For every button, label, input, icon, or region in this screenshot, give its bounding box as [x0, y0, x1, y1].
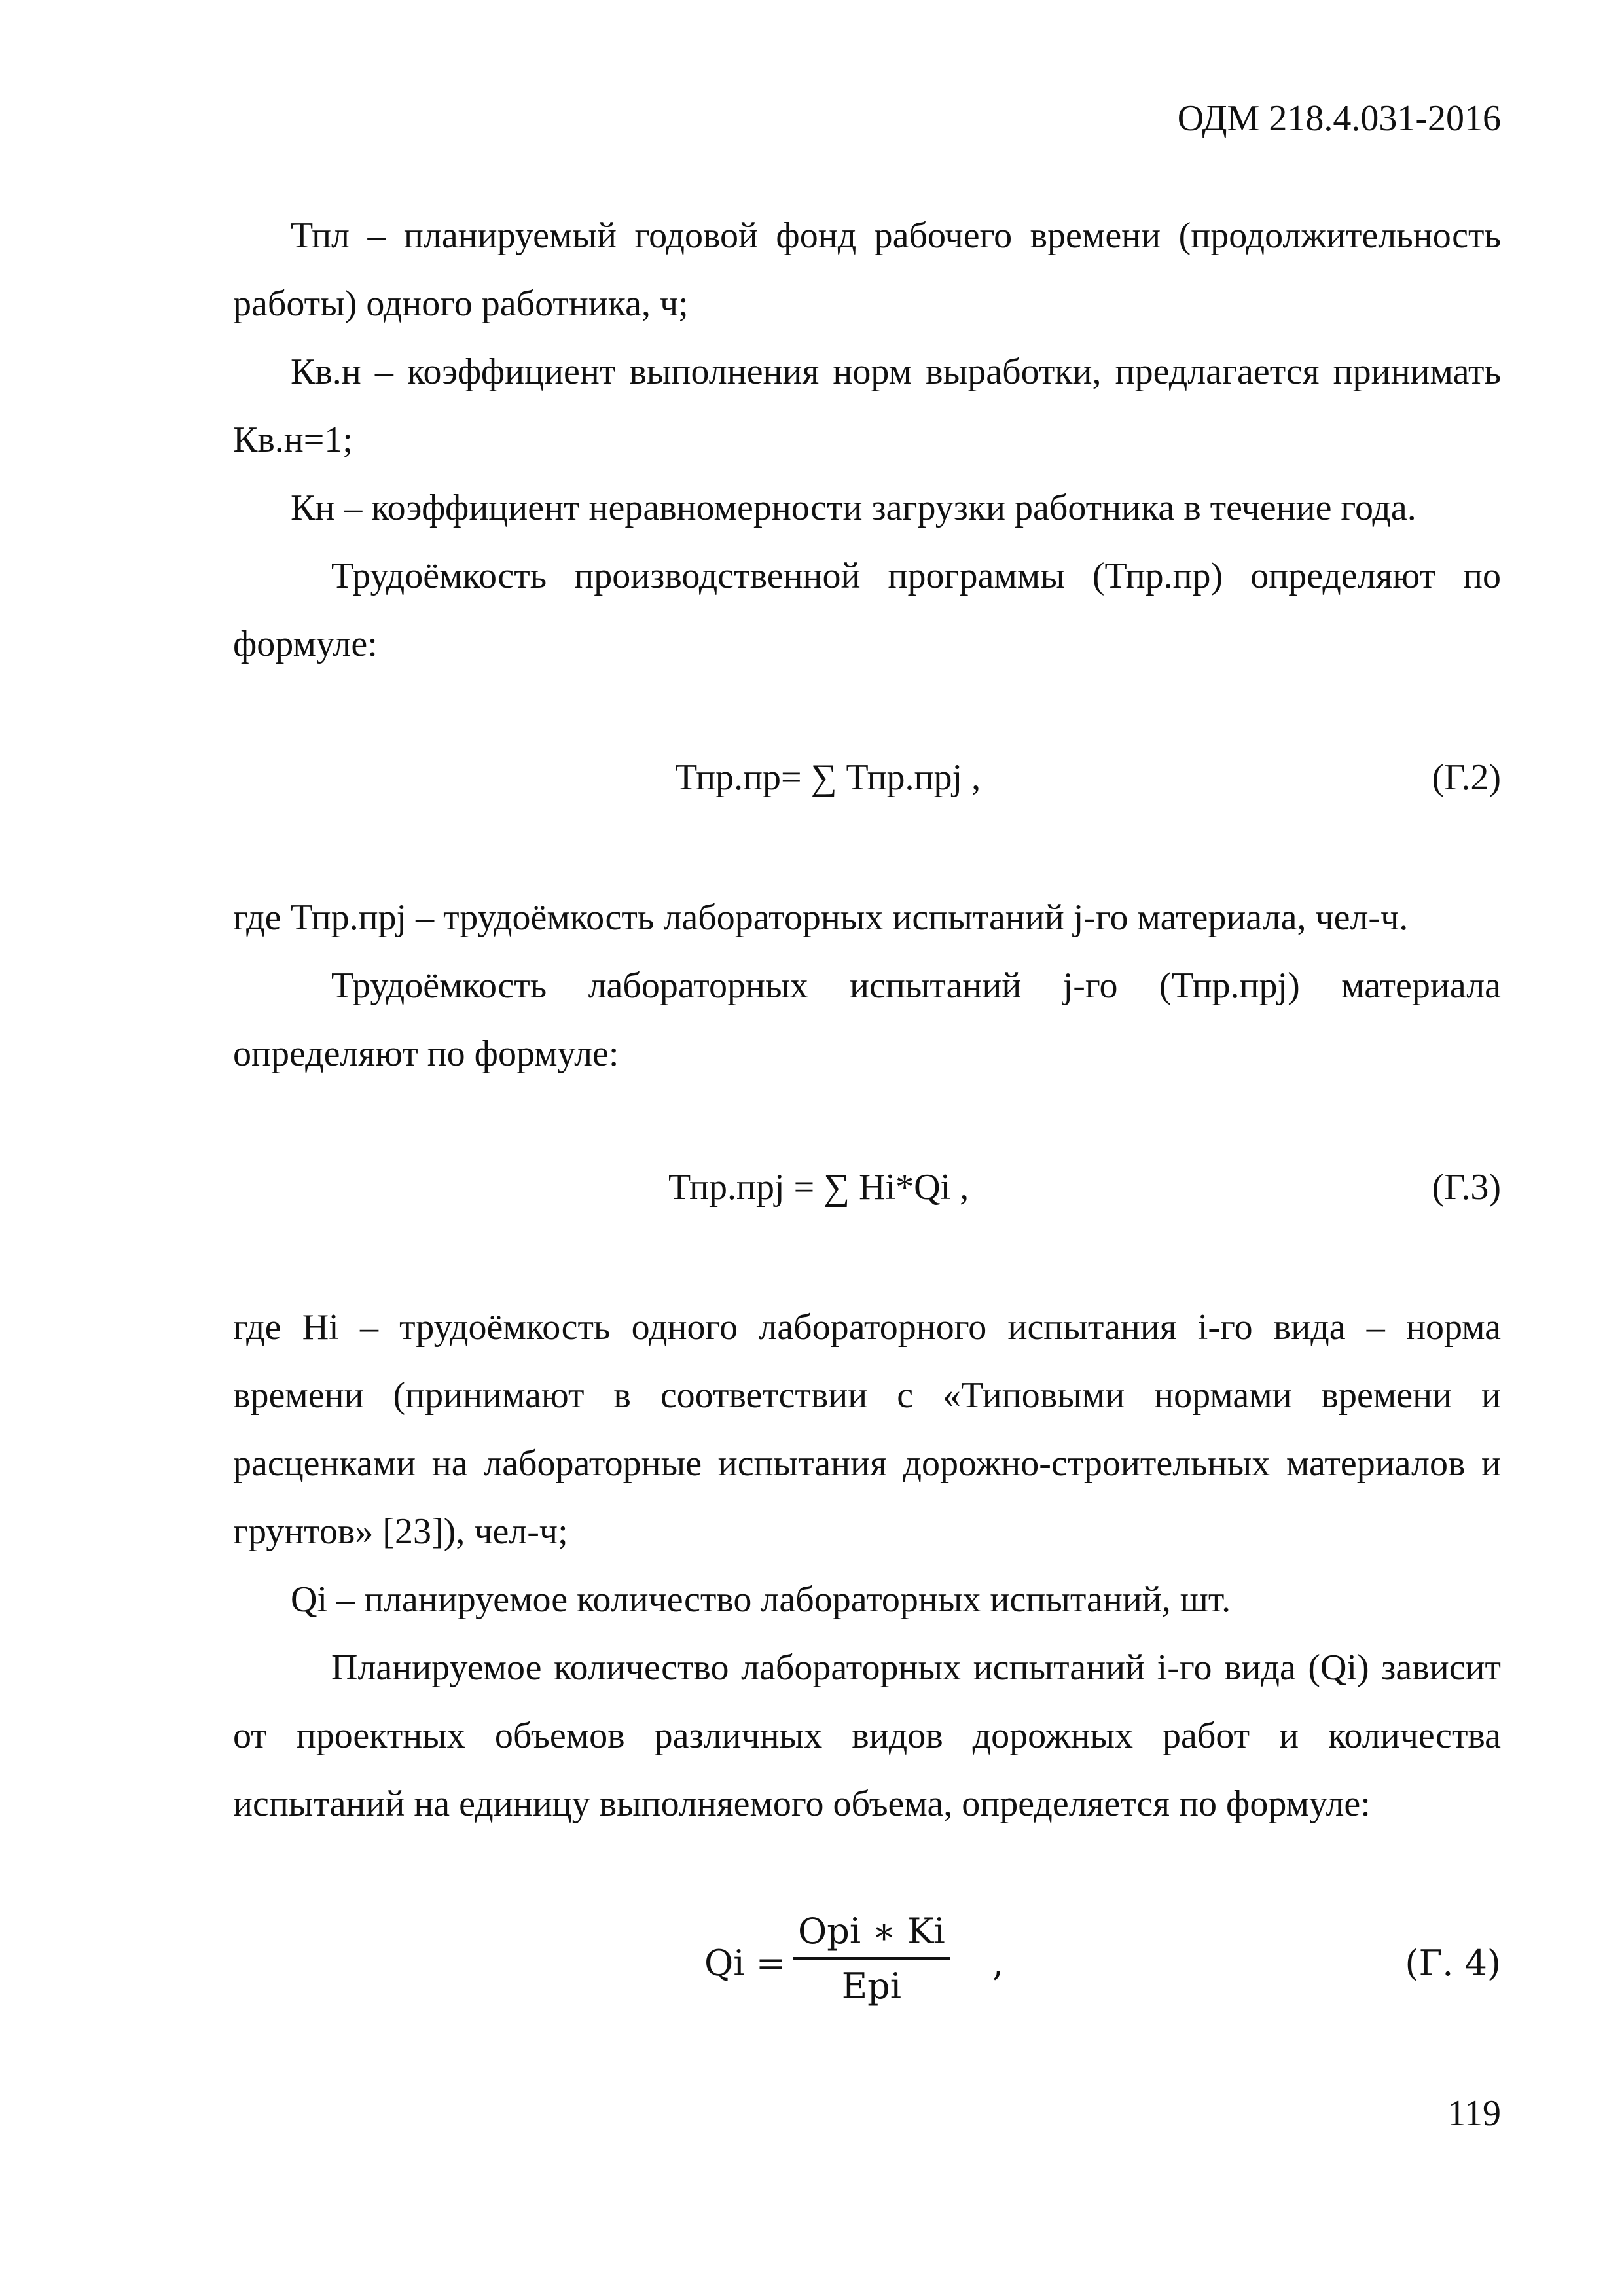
- paragraph-qi-definition: Qi – планируемое количество лабораторных испытаний, шт.: [291, 1579, 1231, 1620]
- page-body: [233, 202, 1501, 2034]
- formula-g2-expression: Тпр.пр= ∑ Тпр.прj ,: [675, 757, 981, 798]
- paragraph-kvn-definition: Кв.н – коэффициент выполнения норм выработки, предлагается принимать Кв.н=1;: [233, 351, 1501, 460]
- paragraph-hi-definition: где Нi – трудоёмкость одного лабораторного испытания i-го вида – норма времени (принимают в соответствии с «Типовыми нормами времени и расценками на лабораторные испытания дорожно-строительных материалов и грунтов» [23]), чел-ч;: [233, 1307, 1501, 1552]
- formula-g2-number: (Г.2): [1432, 757, 1501, 798]
- formula-g4-denominator: Epi: [841, 1965, 902, 2007]
- paragraph-kn-definition: Кн – коэффициент неравномерности загрузки работника в течение года.: [291, 488, 1416, 528]
- paragraph-labor-intensity-intro: Трудоёмкость производственной программы (Тпр.пр) определяют по формуле:: [233, 556, 1501, 664]
- formula-g4-numerator: Opi ∗ Ki: [793, 1910, 950, 1960]
- document-code-header: ОДМ 218.4.031-2016: [1177, 98, 1501, 139]
- formula-g4-comma: ,: [992, 1943, 1004, 1984]
- formula-g4-lhs: Qi =: [704, 1943, 785, 1984]
- formula-g4: [233, 1910, 1501, 2034]
- paragraph-tpl-definition: Тпл – планируемый годовой фонд рабочего времени (продолжительность работы) одного работника, ч;: [233, 215, 1501, 324]
- formula-g3-expression: Тпр.прj = ∑ Нi*Qi ,: [668, 1167, 969, 1208]
- formula-g2: [233, 744, 1501, 812]
- formula-g4-number: (Г. 4): [1405, 1943, 1501, 1984]
- formula-g4-fraction: [793, 1910, 950, 2009]
- page-number: 119: [1447, 2093, 1501, 2134]
- paragraph-tprprj-definition: где Тпр.прj – трудоёмкость лабораторных испытаний j-го материала, чел-ч.: [233, 897, 1409, 938]
- paragraph-planned-tests-intro: Планируемое количество лабораторных испытаний i-го вида (Qi) зависит от проектных объемов различных видов дорожных работ и количества испытаний на единицу выполняемого объема, определяется по формуле:: [233, 1647, 1501, 1824]
- paragraph-lab-tests-intro: Трудоёмкость лабораторных испытаний j-го (Тпр.прj) материала определяют по формуле:: [233, 965, 1501, 1074]
- formula-g3: [233, 1153, 1501, 1221]
- formula-g3-number: (Г.3): [1432, 1167, 1501, 1208]
